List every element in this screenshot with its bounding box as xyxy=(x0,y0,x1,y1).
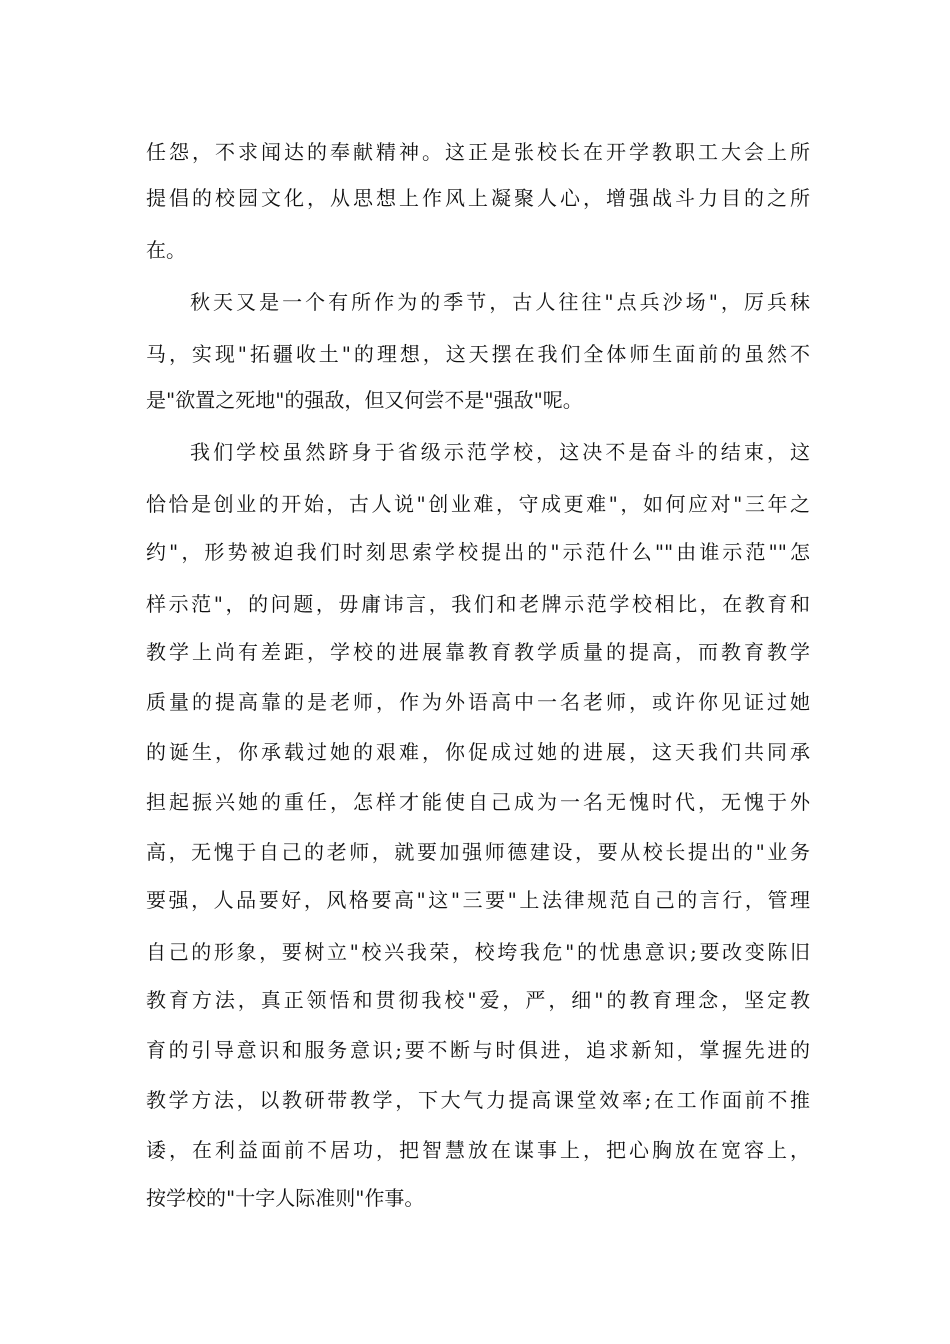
paragraph-3-line-4: 样示范"，的问题，毋庸讳言，我们和老牌示范学校相比，在教育和 xyxy=(146,592,810,616)
paragraph-3-line-12: 教育方法，真正领悟和贯彻我校"爱，严，细"的教育理念，坚定教 xyxy=(146,988,810,1012)
paragraph-3-line-11: 自己的形象，要树立"校兴我荣，校垮我危"的忧患意识;要改变陈旧 xyxy=(146,940,810,964)
paragraph-2-line-3: 是"欲置之死地"的强敌，但又何尝不是"强敌"呢。 xyxy=(146,388,583,412)
paragraph-2-line-2: 马，实现"拓疆收土"的理想，这天摆在我们全体师生面前的虽然不 xyxy=(146,342,810,366)
paragraph-3-line-6: 质量的提高靠的是老师，作为外语高中一名老师，或许你见证过她 xyxy=(146,690,810,714)
paragraph-1-line-2: 提倡的校园文化，从思想上作风上凝聚人心，增强战斗力目的之所 xyxy=(146,186,810,210)
paragraph-1-line-1: 任怨，不求闻达的奉献精神。这正是张校长在开学教职工大会上所 xyxy=(146,140,810,164)
document-body xyxy=(146,0,810,1344)
paragraph-3-line-5: 教学上尚有差距，学校的进展靠教育教学质量的提高，而教育教学 xyxy=(146,640,810,664)
paragraph-3-line-16: 按学校的"十字人际准则"作事。 xyxy=(146,1186,425,1210)
paragraph-3-line-10: 要强，人品要好，风格要高"这"三要"上法律规范自己的言行，管理 xyxy=(146,888,810,912)
paragraph-1-line-3: 在。 xyxy=(146,238,186,262)
paragraph-3-line-7: 的诞生，你承载过她的艰难，你促成过她的进展，这天我们共同承 xyxy=(146,740,810,764)
paragraph-3-line-9: 高，无愧于自己的老师，就要加强师德建设，要从校长提出的"业务 xyxy=(146,840,810,864)
paragraph-3-line-3: 约"，形势被迫我们时刻思索学校提出的"示范什么""由谁示范""怎 xyxy=(146,540,810,564)
paragraph-3-line-15: 诿，在利益面前不居功，把智慧放在谋事上，把心胸放在宽容上， xyxy=(146,1138,810,1162)
paragraph-3-line-2: 恰恰是创业的开始，古人说"创业难，守成更难"，如何应对"三年之 xyxy=(146,492,810,516)
paragraph-3-line-14: 教学方法，以教研带教学，下大气力提高课堂效率;在工作面前不推 xyxy=(146,1088,810,1112)
paragraph-3-line-13: 育的引导意识和服务意识;要不断与时俱进，追求新知，掌握先进的 xyxy=(146,1038,810,1062)
paragraph-3-line-1: 我们学校虽然跻身于省级示范学校，这决不是奋斗的结束，这 xyxy=(190,440,810,464)
paragraph-3-line-8: 担起振兴她的重任，怎样才能使自己成为一名无愧时代，无愧于外 xyxy=(146,790,810,814)
paragraph-2-line-1: 秋天又是一个有所作为的季节，古人往往"点兵沙场"，厉兵秣 xyxy=(190,290,810,314)
